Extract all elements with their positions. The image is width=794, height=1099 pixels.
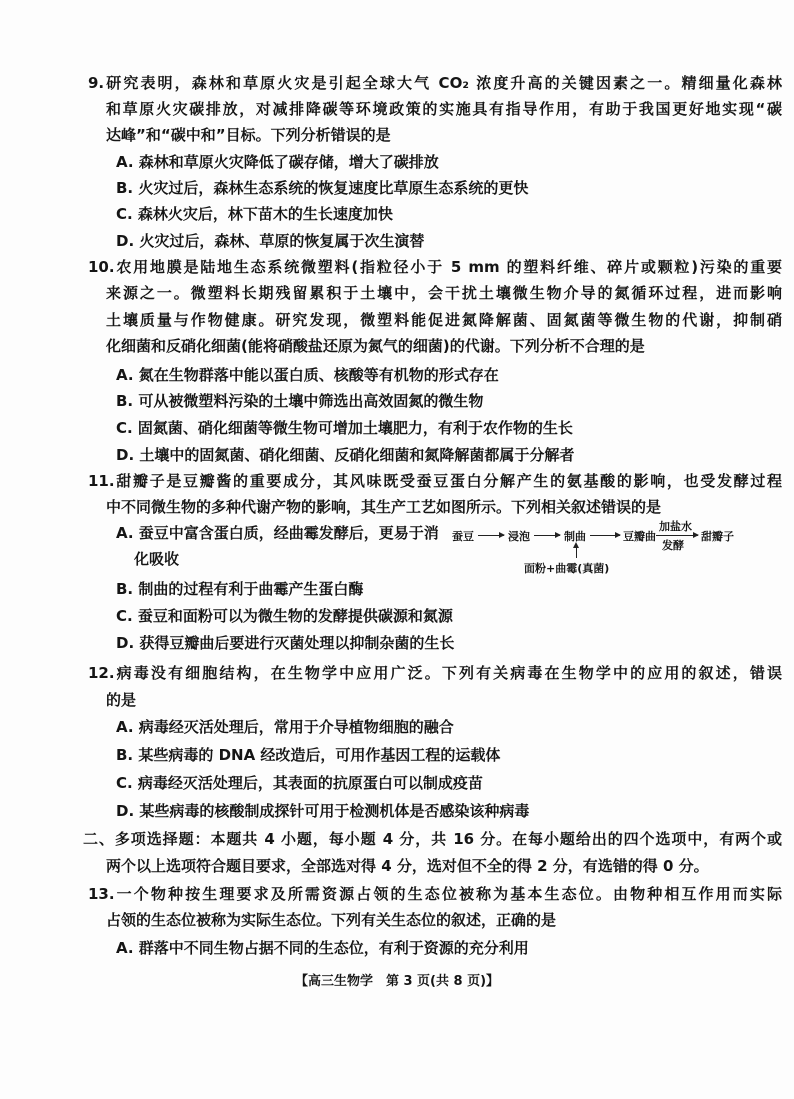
- q11-option-d: D. 获得豆瓣曲后要进行灭菌处理以抑制杂菌的生长: [116, 634, 455, 652]
- page-footer: 【高三生物学 第 3 页(共 8 页)】: [294, 974, 500, 989]
- q11-option-a-cont: 化吸收: [134, 550, 180, 568]
- arrow-label-bottom: 发酵: [662, 539, 684, 552]
- q10-option-b: B. 可从被微塑料污染的土壤中筛选出高效固氮的微生物: [116, 392, 484, 410]
- q12-option-d: D. 某些病毒的核酸制成探针可用于检测机体是否感染该种病毒: [116, 802, 530, 820]
- q9-option-b: B. 火灾过后，森林生态系统的恢复速度比草原生态系统的更快: [116, 179, 529, 197]
- q10-option-c: C. 固氮菌、硝化细菌等微生物可增加土壤肥力，有利于农作物的生长: [116, 419, 573, 437]
- q12-stem: 12.病毒没有细胞结构，在生物学中应用广泛。下列有关病毒在生物学中的应用的叙述，错误: [88, 664, 782, 682]
- arrow-icon: [656, 535, 698, 536]
- section-2-heading: 二、多项选择题：本题共 4 小题，每小题 4 分，共 16 分。在每小题给出的四个选项中，有两个或: [83, 830, 782, 848]
- q9-stem: 达峰”和“碳中和”目标。下列分析错误的是: [106, 126, 391, 144]
- arrow-head-icon: [573, 542, 579, 548]
- section-2-heading: 两个以上选项符合题目要求，全部选对得 4 分，选对但不全的得 2 分，有选错的得 0 分。: [106, 857, 709, 875]
- q9-option-a: A. 森林和草原火灾降低了碳存储，增大了碳排放: [116, 153, 439, 171]
- arrow-icon: [534, 535, 560, 536]
- step-sweet-paste: 甜瓣子: [701, 530, 734, 543]
- q9-option-d: D. 火灾过后，森林、草原的恢复属于次生演替: [116, 232, 425, 250]
- q12-option-a: A. 病毒经灭活处理后，常用于介导植物细胞的融合: [116, 718, 454, 736]
- q10-stem: 化细菌和反硝化细菌(能将硝酸盐还原为氮气的细菌)的代谢。下列分析不合理的是: [106, 337, 645, 355]
- arrow-icon: [590, 535, 620, 536]
- step-soak: 浸泡: [508, 530, 530, 543]
- arrow-label-top: 加盐水: [659, 520, 692, 533]
- q9-stem: 和草原火灾碳排放，对减排降碳等环境政策的实施具有指导作用，有助于我国更好地实现“碳: [106, 100, 782, 118]
- q9-stem: 9.研究表明，森林和草原火灾是引起全球大气 CO₂ 浓度升高的关键因素之一。精细量化森林: [88, 74, 782, 92]
- arrow-icon: [478, 535, 504, 536]
- input-flour-aspergillus: 面粉+曲霉(真菌): [524, 562, 610, 575]
- q11-option-b: B. 制曲的过程有利于曲霉产生蛋白酶: [116, 580, 364, 598]
- q12-option-b: B. 某些病毒的 DNA 经改造后，可用作基因工程的运载体: [116, 746, 501, 764]
- q12-stem: 的是: [106, 691, 137, 709]
- q10-stem: 土壤质量与作物健康。研究发现，微塑料能促进氮降解菌、固氮菌等微生物的代谢，抑制硝: [106, 311, 782, 329]
- q13-option-a: A. 群落中不同生物占据不同的生态位，有利于资源的充分利用: [116, 939, 529, 957]
- q11-option-c: C. 蚕豆和面粉可以为微生物的发酵提供碳源和氮源: [116, 607, 453, 625]
- step-koji: 制曲: [564, 530, 586, 543]
- q11-stem: 11.甜瓣子是豆瓣酱的重要成分，其风味既受蚕豆蛋白分解产生的氨基酸的影响，也受发酵过程: [88, 472, 782, 490]
- q10-option-a: A. 氮在生物群落中能以蛋白质、核酸等有机物的形式存在: [116, 366, 499, 384]
- production-flow-diagram: [452, 520, 792, 580]
- q10-stem: 来源之一。微塑料长期残留累积于土壤中，会干扰土壤微生物介导的氮循环过程，进而影响: [106, 284, 782, 302]
- q13-stem: 13.一个物种按生理要求及所需资源占领的生态位被称为基本生态位。由物种相互作用而实际: [88, 885, 782, 903]
- q11-stem: 中不同微生物的多种代谢产物的影响，其生产工艺如图所示。下列相关叙述错误的是: [106, 498, 662, 516]
- step-broad-bean: 蚕豆: [452, 530, 474, 543]
- q11-option-a: A. 蚕豆中富含蛋白质，经曲霉发酵后，更易于消: [116, 524, 439, 542]
- q12-option-c: C. 病毒经灭活处理后，其表面的抗原蛋白可以制成疫苗: [116, 774, 483, 792]
- q10-stem: 10.农用地膜是陆地生态系统微塑料(指粒径小于 5 mm 的塑料纤维、碎片或颗粒)污染的重要: [88, 258, 782, 276]
- q13-stem: 占领的生态位被称为实际生态位。下列有关生态位的叙述，正确的是: [106, 911, 557, 929]
- q9-option-c: C. 森林火灾后，林下苗木的生长速度加快: [116, 205, 393, 223]
- step-bean-koji: 豆瓣曲: [623, 530, 656, 543]
- q10-option-d: D. 土壤中的固氮菌、硝化细菌、反硝化细菌和氮降解菌都属于分解者: [116, 446, 575, 464]
